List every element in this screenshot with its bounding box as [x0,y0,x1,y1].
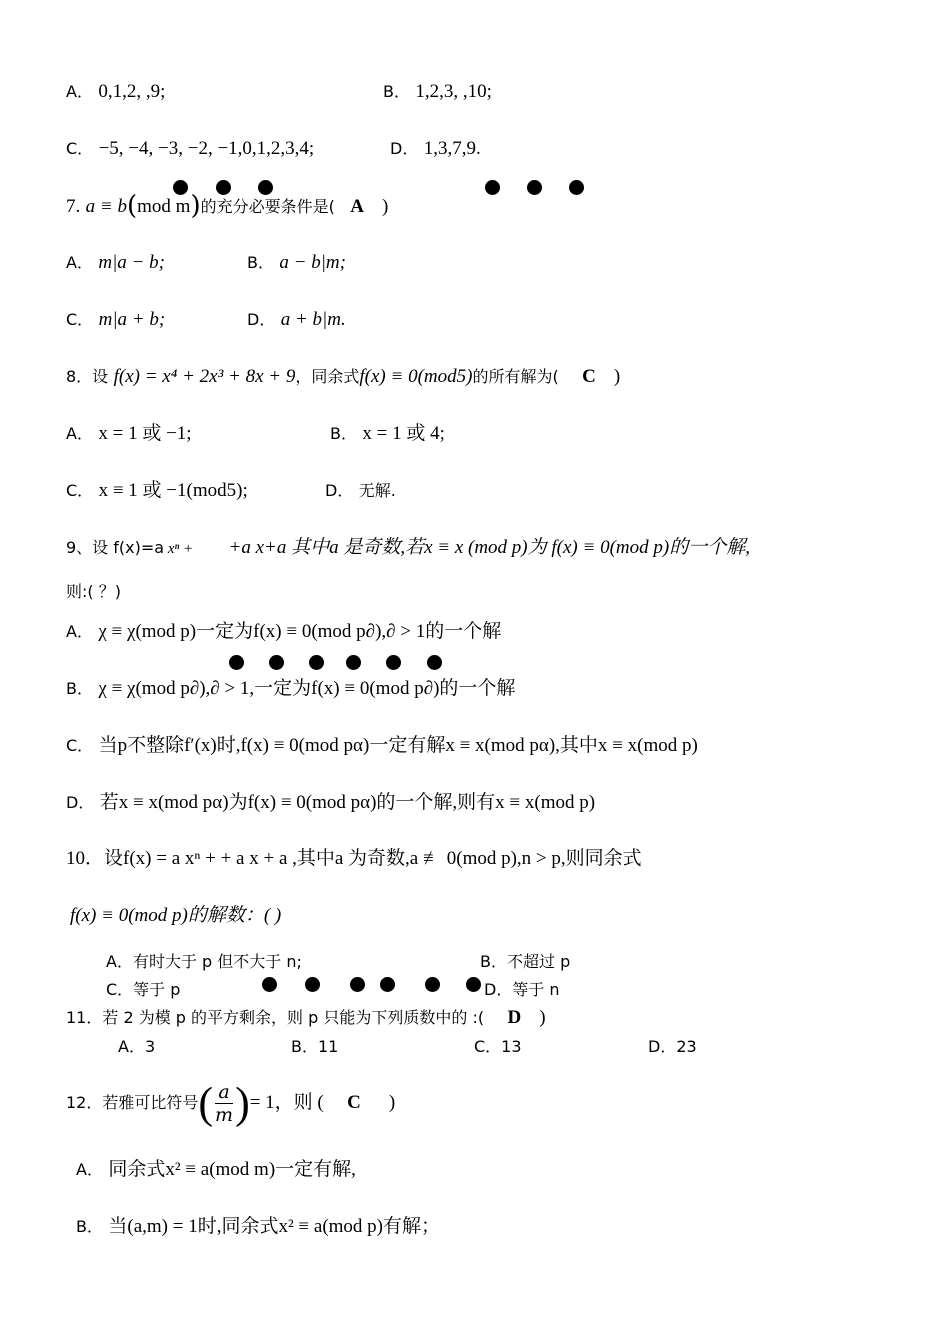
jacobi-denominator: m [215,1104,234,1126]
option-label: B． [66,679,93,698]
q9-part2: +a x+a 其中a 是奇数,若x ≡ x (mod p)为 f(x) ≡ 0(mod p)的一个解, [228,537,750,558]
option-text: 1,2,3, ,10; [415,81,492,102]
bullet-dot [269,655,284,670]
q11-option-c: C．13 [474,1037,522,1056]
option-label: B． [330,424,357,443]
q7-close: ) [382,196,389,217]
option-label: C． [66,310,94,329]
option-text: 当(a,m) = 1时,同余式x² ≡ a(mod p)有解； [108,1216,441,1237]
q12-prefix: 12．若雅可比符号 [66,1093,199,1112]
bullet-dot [229,655,244,670]
q9-line1: 9、设 f(x)=a [66,538,165,557]
option-text: 1,3,7,9. [423,138,481,159]
option-text: χ ≡ χ(mod p∂),∂ > 1,一定为f(x) ≡ 0(mod p∂)的一个解 [98,678,516,699]
jacobi-numerator: a [215,1081,233,1104]
q12-option-a [76,1158,356,1182]
q10-stem [66,847,642,871]
q6-option-a [66,80,165,104]
q7-option-d [247,308,346,332]
q11-stem [66,1006,546,1030]
option-label: C． [66,736,94,755]
q10-line2: f(x) ≡ 0(mod p)的解数：( ) [70,905,282,926]
option-text: m|a − b; [98,252,165,273]
option-text: x = 1 或 −1; [98,423,192,444]
option-text: χ ≡ χ(mod p)一定为f(x) ≡ 0(mod p∂),∂ > 1的一个解 [98,621,502,642]
q11-stem-text: 11．若 2 为模 p 的平方剩余，则 p 只能为下列质数中的 :( [66,1008,485,1027]
q6-option-b [383,80,492,104]
q9-option-a [66,620,501,644]
option-label: A． [76,1160,103,1179]
q9-stem-line2 [66,580,121,604]
q12-answer: C [347,1092,361,1113]
q10-option-b: B．不超过 p [480,952,571,971]
q8-stem [66,365,620,389]
q7-option-c [66,308,165,332]
bullet-dot [309,655,324,670]
q12-close: ) [388,1092,396,1113]
q8-option-d [325,479,396,503]
q7-option-a [66,251,165,275]
bullet-dot [305,977,320,992]
q12-option-b [76,1215,440,1239]
bullet-dot [380,977,395,992]
q7-lhs: a ≡ b [85,196,127,217]
q11-close: ) [539,1007,546,1028]
bullet-dot [346,655,361,670]
q11-option-d: D．23 [648,1037,697,1056]
q7-mod: mod m [137,196,191,217]
q10-option-a: A．有时大于 p 但不大于 n; [106,952,302,971]
jacobi-symbol [213,1081,235,1126]
q8-mid: ，同余式 [295,367,360,386]
option-label: A． [66,424,93,443]
option-text: x ≡ 1 或 −1(mod5); [98,480,248,501]
option-text: 若x ≡ x(mod pα)为f(x) ≡ 0(mod pα)的一个解,则有x ≡ x(mod p) [99,792,596,813]
option-label: A． [66,253,93,272]
q10-stem-line2 [70,904,281,928]
q7-answer: A [350,196,364,217]
q11-option-a: A．3 [118,1037,156,1056]
bullet-dot [485,180,500,195]
option-label: B． [383,82,410,101]
q8-congruence: f(x) ≡ 0(mod5) [359,366,473,387]
bullet-dot [527,180,542,195]
q9-stem: 9、设 f(x)=a xⁿ + +a x+a 其中a 是奇数,若x ≡ x (mod p)为 f(x) ≡ 0(mod p)的一个解, [66,537,750,558]
q9-option-b [66,677,515,701]
q8-option-c [66,479,248,503]
bullet-dot [386,655,401,670]
bullet-dot [427,655,442,670]
option-text: m|a + b; [98,309,166,330]
q6-option-c [66,137,314,161]
bullet-dot [216,180,231,195]
option-label: B． [247,253,274,272]
q11-option-b: B．11 [291,1037,339,1056]
option-text: a + b|m. [280,309,346,330]
bullet-dot [350,977,365,992]
option-text: 同余式x² ≡ a(mod m)一定有解, [108,1159,356,1180]
q8-answer: C [582,366,596,387]
q8-option-a [66,422,192,446]
q12-post: = 1，则 ( [249,1092,324,1113]
option-text: 0,1,2, ,9; [98,81,166,102]
q7-stem: 7. a ≡ b(mod m)的充分必要条件是( A ) [66,191,389,221]
option-label: D． [325,481,354,500]
option-label: D． [66,793,95,812]
q6-option-d [390,137,481,161]
q8-option-b [330,422,445,446]
q7-number: 7. [66,196,81,217]
bullet-dot [258,180,273,195]
option-text: 当p不整除f′(x)时,f(x) ≡ 0(mod pα)一定有解x ≡ x(mod pα),其中x ≡ x(mod p) [98,735,698,756]
bullet-dot [173,180,188,195]
q9-option-d [66,791,595,815]
option-label: A． [66,82,93,101]
bullet-dot [425,977,440,992]
option-label: C． [66,481,94,500]
q9-line2: 则:( ？) [66,582,121,601]
bullet-dot [569,180,584,195]
q8-close: ) [613,366,621,387]
option-label: D． [247,310,276,329]
q10-option-c: C．等于 p [106,980,181,999]
q9-option-c [66,734,698,758]
bullet-dot [466,977,481,992]
option-text: 无解. [358,481,396,500]
option-text: −5, −4, −3, −2, −1,0,1,2,3,4; [98,138,315,159]
q10-option-d: D．等于 n [484,980,560,999]
bullet-dot [262,977,277,992]
option-label: A． [66,622,93,641]
option-label: B． [76,1217,103,1236]
q10-line1: 10．设f(x) = a xⁿ + + a x + a ,其中a 为奇数,a ≢ 0(mod p),n > p,则同余式 [66,848,642,869]
option-label: C． [66,139,94,158]
q11-answer: D [507,1007,522,1028]
q7-stem-text: 的充分必要条件是( [200,197,335,216]
q8-function: f(x) = x⁴ + 2x³ + 8x + 9 [113,366,296,387]
q7-option-b [247,251,346,275]
option-text: x = 1 或 4; [362,423,445,444]
q8-prefix: 8．设 [66,367,109,386]
option-label: D． [390,139,419,158]
q12-stem: 12．若雅可比符号( $\frac{a}{m}$ )= 1，则 ( C ) [66,1078,396,1128]
q8-stem-text: 的所有解为( [472,367,559,386]
option-text: a − b|m; [279,252,346,273]
